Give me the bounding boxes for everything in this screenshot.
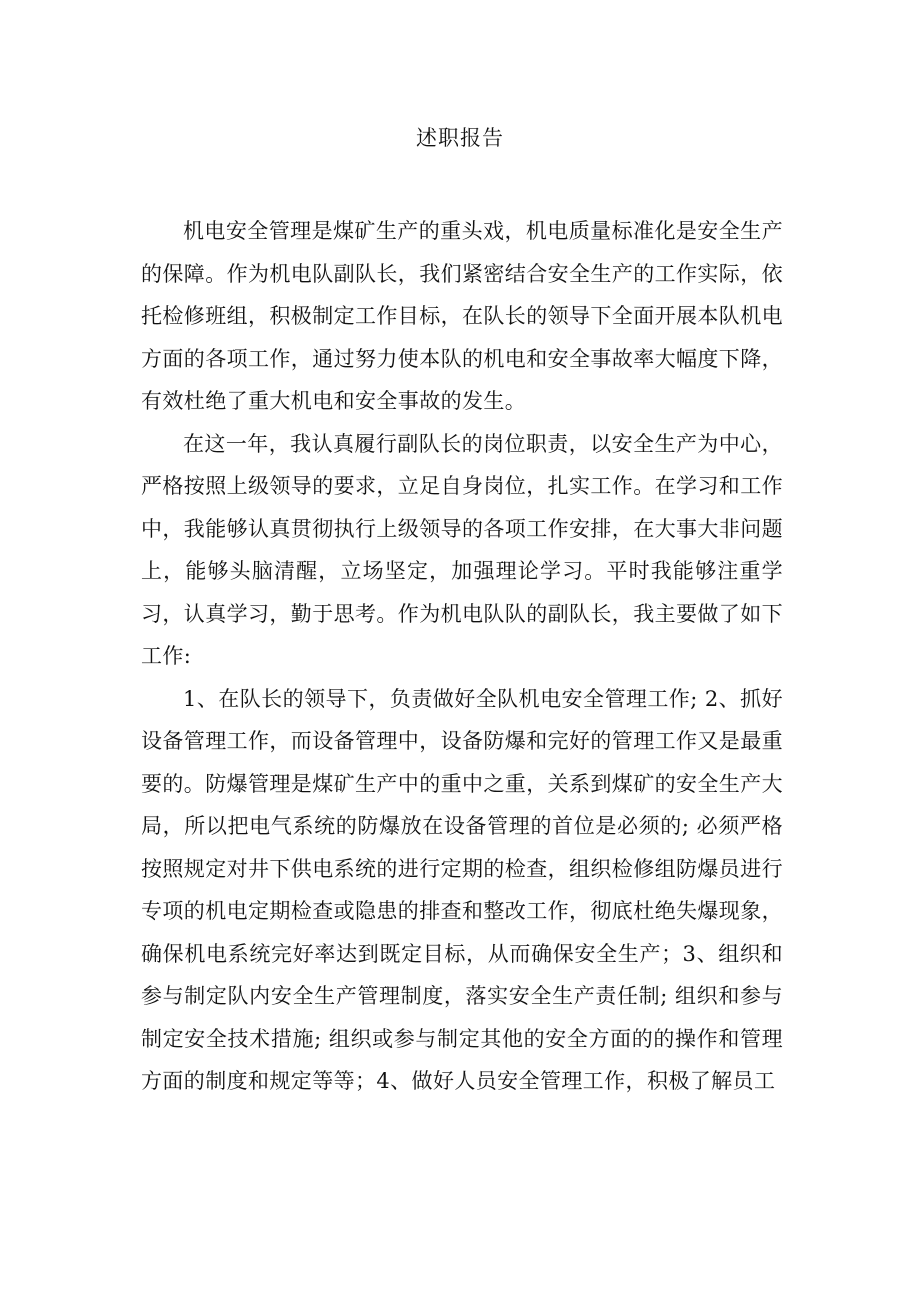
document-body — [141, 210, 783, 1103]
document-title: 述职报告 — [416, 126, 504, 150]
paragraph-work-items: 1、在队长的领导下，负责做好全队机电安全管理工作; 2、抓好设备管理工作，而设备管理中，设备防爆和完好的管理工作又是最重要的。防爆管理是煤矿生产中的重中之重，关系到煤矿的安全生产大局，所以把电气系统的防爆放在设备管理的首位是必须的; 必须严格按照规定对井下供电系统的进行定期的检查，组织检修组防爆员进行专项的机电定期检查或隐患的排查和整改工作，彻底杜绝失爆现象，确保机电系统完好率达到既定目标，从而确保安全生产；3、组织和参与制定队内安全生产管理制度，落实安全生产责任制; 组织和参与制定安全技术措施; 组织或参与制定其他的安全方面的的操作和管理方面的制度和规定等等；4、做好人员安全管理工作，积极了解员工 — [141, 686, 783, 1093]
paragraph-intro: 机电安全管理是煤矿生产的重头戏，机电质量标准化是安全生产的保障。作为机电队副队长，我们紧密结合安全生产的工作实际，依托检修班组，积极制定工作目标，在队长的领导下全面开展本队机电方面的各项工作，通过努力使本队的机电和安全事故率大幅度下降，有效杜绝了重大机电和安全事故的发生。 — [141, 219, 783, 413]
paragraph-duties-overview: 在这一年，我认真履行副队长的岗位职责，以安全生产为中心，严格按照上级领导的要求，立足自身岗位，扎实工作。在学习和工作中，我能够认真贯彻执行上级领导的各项工作安排，在大事大非问题上，能够头脑清醒，立场坚定，加强理论学习。平时我能够注重学习，认真学习，勤于思考。作为机电队队的副队长，我主要做了如下工作: — [141, 431, 783, 668]
